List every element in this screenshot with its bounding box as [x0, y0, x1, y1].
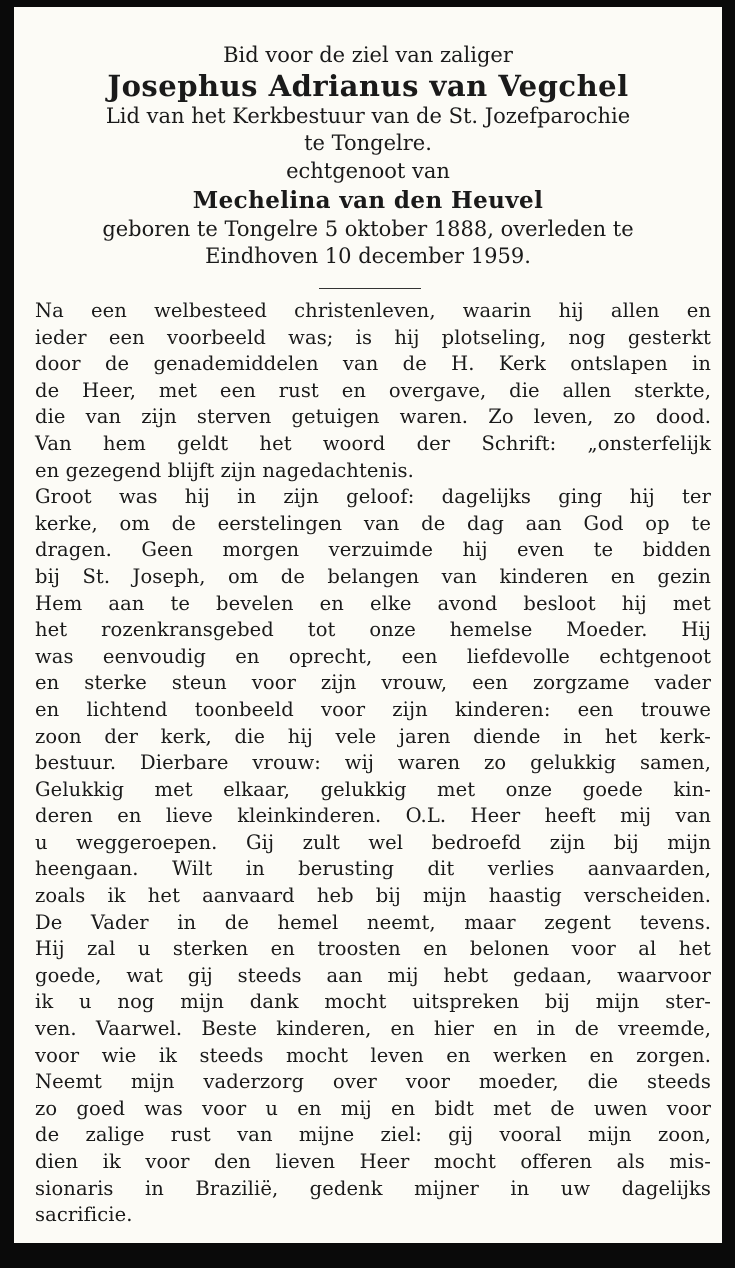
text-line: goede, wat gij steeds aan mij hebt gedaan, waarvoor	[35, 963, 711, 987]
text-line: de Heer, met een rust en overgave, die allen sterkte,	[35, 378, 711, 402]
spouse-name: Mechelina van den Heuvel	[192, 187, 544, 214]
text-line: De Vader in de hemel neemt, maar zegent tevens.	[35, 910, 711, 934]
memorial-text	[35, 298, 711, 1229]
text-line: Gelukkig met elkaar, gelukkig met onze goede kin-	[35, 777, 711, 801]
text-line: bestuur. Dierbare vrouw: wij waren zo gelukkig samen,	[35, 751, 711, 775]
text-line: Van hem geldt het woord der Schrift: „onsterfelijk	[35, 431, 711, 455]
deceased-role: Lid van het Kerkbestuur van de St. Jozefparochie	[105, 104, 631, 128]
divider-rule	[319, 288, 421, 289]
text-line: die van zijn sterven getuigen waren. Zo leven, zo dood.	[35, 405, 711, 429]
text-line: dragen. Geen morgen verzuimde hij even te bidden	[35, 538, 711, 562]
text-line: Groot was hij in zijn geloof: dagelijks ging hij ter	[35, 485, 711, 509]
text-line: deren en lieve kleinkinderen. O.L. Heer heeft mij van	[35, 804, 711, 828]
spouse-intro: echtgenoot van	[286, 159, 450, 183]
deceased-name: Josephus Adrianus van Vegchel	[107, 69, 629, 103]
prayer-intro: Bid voor de ziel van zaliger	[223, 43, 513, 67]
text-line: Neemt mijn vaderzorg over voor moeder, die steeds	[35, 1070, 711, 1094]
text-line: ieder een voorbeeld was; is hij plotseling, nog gesterkt	[35, 325, 711, 349]
text-line: ven. Vaarwel. Beste kinderen, en hier en in de vreemde,	[35, 1017, 711, 1041]
text-line: Hem aan te bevelen en elke avond besloot hij met	[35, 591, 711, 615]
text-line: zoals ik het aanvaard heb bij mijn haastig verscheiden.	[35, 884, 711, 908]
text-line: bij St. Joseph, om de belangen van kinderen en gezin	[35, 564, 711, 588]
text-line: u weggeroepen. Gij zult wel bedroefd zijn bij mijn	[35, 830, 711, 854]
text-line: en sterke steun voor zijn vrouw, een zorgzame vader	[35, 671, 711, 695]
card-header	[14, 41, 722, 269]
text-line: het rozenkransgebed tot onze hemelse Moeder. Hij	[35, 618, 711, 642]
text-line: ik u nog mijn dank mocht uitspreken bij mijn ster-	[35, 990, 711, 1014]
text-line: was eenvoudig en oprecht, een liefdevolle echtgenoot	[35, 644, 711, 668]
birth-death-dates-line-2: Eindhoven 10 december 1959.	[205, 244, 531, 268]
text-line: zo goed was voor u en mij en bidt met de uwen voor	[35, 1096, 711, 1120]
text-line: en lichtend toonbeeld voor zijn kinderen: een trouwe	[35, 697, 711, 721]
text-line: en gezegend blijft zijn nagedachtenis.	[35, 458, 414, 482]
text-line: kerke, om de eerstelingen van de dag aan God op te	[35, 511, 711, 535]
text-line: sionaris in Brazilië, gedenk mijner in uw dagelijks	[35, 1176, 711, 1200]
deceased-parish-place: te Tongelre.	[304, 131, 432, 155]
text-line: sacrificie.	[35, 1203, 133, 1227]
text-line: door de genademiddelen van de H. Kerk ontslapen in	[35, 352, 711, 376]
text-line: voor wie ik steeds mocht leven en werken en zorgen.	[35, 1043, 711, 1067]
text-line: Na een welbesteed christenleven, waarin hij allen en	[35, 299, 711, 322]
text-line: zoon der kerk, die hij vele jaren diende in het kerk-	[35, 724, 711, 748]
memorial-card	[14, 7, 722, 1243]
text-line: heengaan. Wilt in berusting dit verlies aanvaarden,	[35, 857, 711, 881]
text-line: dien ik voor den lieven Heer mocht offeren als mis-	[35, 1150, 711, 1173]
text-line: de zalige rust van mijne ziel: gij vooral mijn zoon,	[35, 1123, 711, 1147]
text-line: Hij zal u sterken en troosten en belonen voor al het	[35, 937, 711, 961]
birth-death-dates-line-1: geboren te Tongelre 5 oktober 1888, overleden te	[102, 217, 634, 241]
